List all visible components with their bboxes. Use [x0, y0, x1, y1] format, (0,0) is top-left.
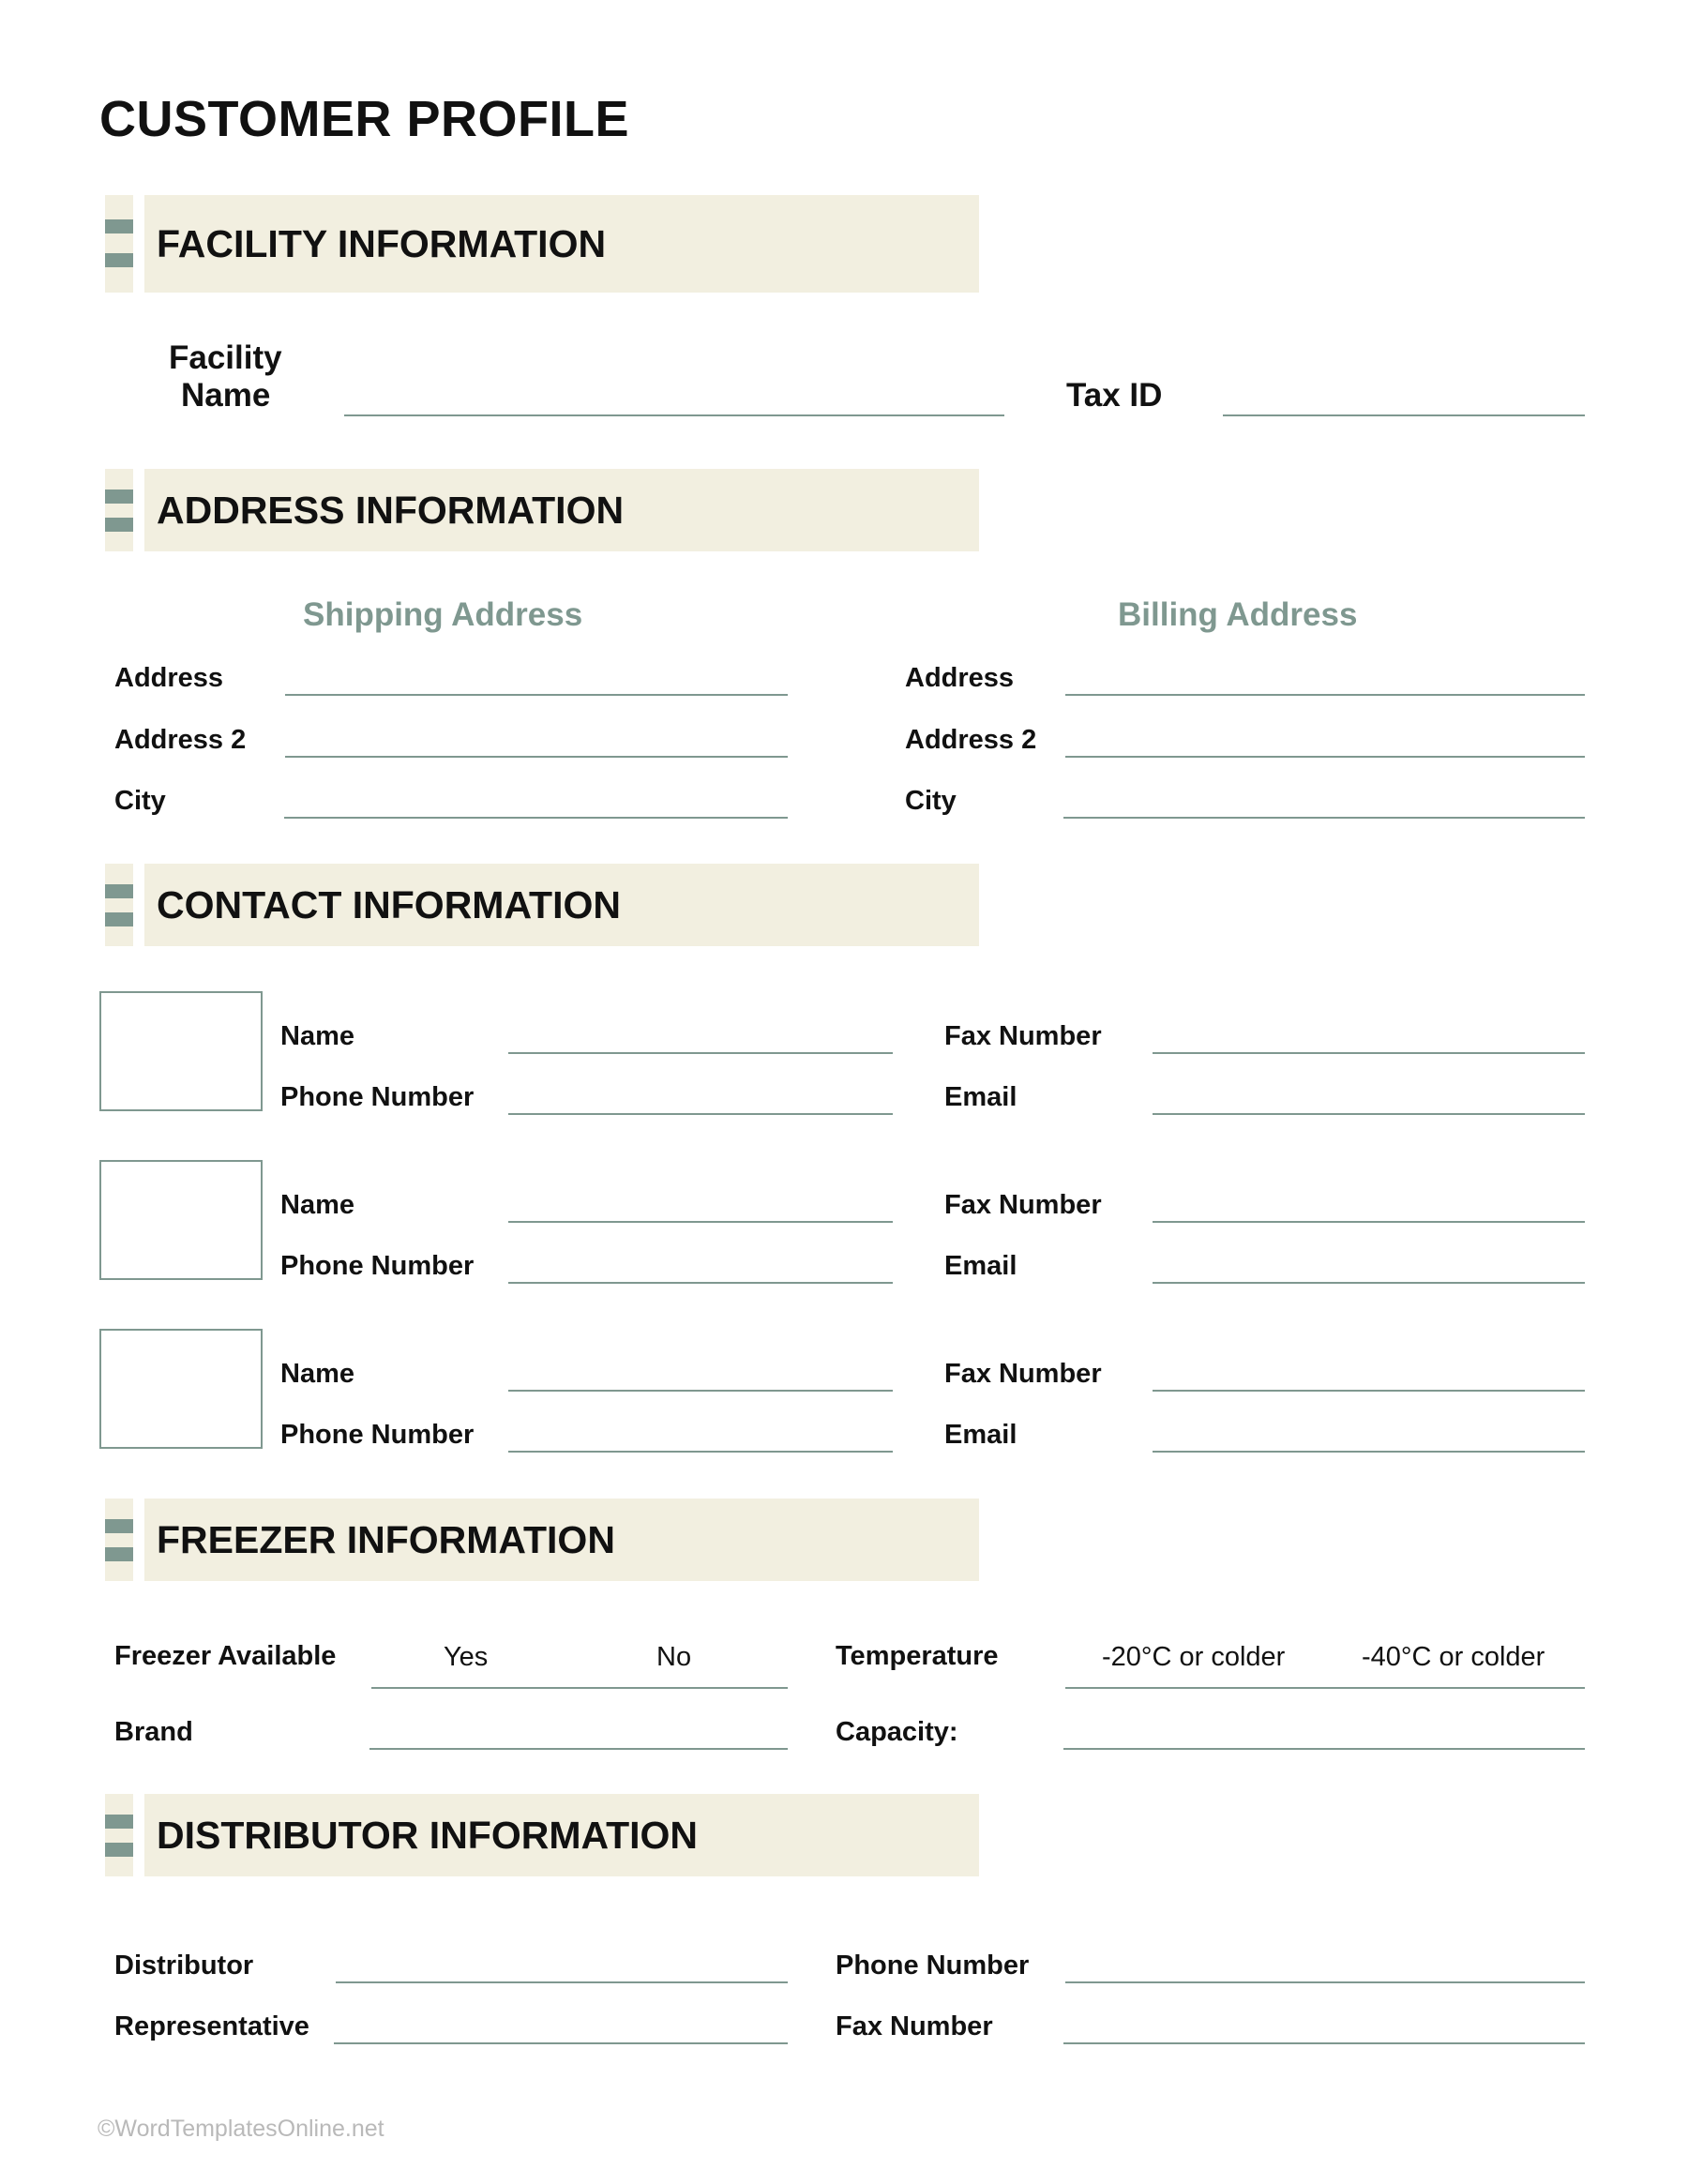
facility-name-label: Facility	[169, 339, 282, 376]
shipping-address-title: Shipping Address	[303, 596, 583, 633]
freezer-no-option[interactable]: No	[656, 1642, 692, 1672]
billing-city-label: City	[905, 786, 957, 816]
temperature-label: Temperature	[836, 1641, 999, 1671]
section-marker-icon	[105, 1499, 133, 1581]
contact-phone-field[interactable]	[508, 1113, 893, 1115]
contact-email-field[interactable]	[1153, 1282, 1585, 1284]
contact-section-header	[105, 864, 979, 946]
brand-label: Brand	[114, 1717, 193, 1747]
contact-email-label: Email	[944, 1420, 1017, 1450]
section-title: CONTACT INFORMATION	[157, 883, 621, 926]
contact-photo-box[interactable]	[99, 1329, 263, 1449]
temp-minus20-option[interactable]: -20°C or colder	[1102, 1642, 1286, 1672]
distributor-label: Distributor	[114, 1951, 254, 1981]
contact-phone-label: Phone Number	[280, 1420, 475, 1450]
temp-minus40-option[interactable]: -40°C or colder	[1362, 1642, 1545, 1672]
shipping-address-label: Address	[114, 663, 224, 693]
shipping-city-label: City	[114, 786, 166, 816]
page-title: CUSTOMER PROFILE	[99, 91, 630, 147]
contact-name-label: Name	[280, 1190, 354, 1220]
billing-city-field[interactable]	[1063, 817, 1585, 819]
section-title: FREEZER INFORMATION	[157, 1518, 615, 1561]
contact-photo-box[interactable]	[99, 1160, 263, 1280]
contact-fax-label: Fax Number	[944, 1190, 1102, 1220]
distributor-phone-field[interactable]	[1065, 1981, 1585, 1983]
section-title: FACILITY INFORMATION	[157, 222, 607, 265]
contact-fax-field[interactable]	[1153, 1052, 1585, 1054]
distributor-field[interactable]	[336, 1981, 788, 1983]
representative-label: Representative	[114, 2011, 309, 2041]
section-marker-icon	[105, 195, 133, 293]
distributor-fax-label: Fax Number	[836, 2011, 993, 2041]
contact-fax-label: Fax Number	[944, 1359, 1102, 1389]
temperature-field[interactable]	[1065, 1687, 1585, 1689]
facility-name-label-2: Name	[181, 377, 271, 414]
freezer-available-label: Freezer Available	[114, 1641, 337, 1671]
section-title: DISTRIBUTOR INFORMATION	[157, 1814, 699, 1857]
copyright-footer: ©WordTemplatesOnline.net	[98, 2116, 384, 2142]
shipping-address-field[interactable]	[285, 694, 788, 696]
contact-email-field[interactable]	[1153, 1451, 1585, 1453]
billing-address-field[interactable]	[1065, 694, 1585, 696]
freezer-section-header	[105, 1499, 979, 1581]
representative-field[interactable]	[334, 2042, 788, 2044]
shipping-city-field[interactable]	[284, 817, 788, 819]
contact-email-label: Email	[944, 1251, 1017, 1281]
billing-address2-label: Address 2	[905, 725, 1037, 755]
contact-fax-field[interactable]	[1153, 1390, 1585, 1392]
billing-address2-field[interactable]	[1065, 756, 1585, 758]
tax-id-field[interactable]	[1223, 414, 1585, 416]
brand-field[interactable]	[369, 1748, 788, 1750]
tax-id-label: Tax ID	[1066, 377, 1163, 414]
section-marker-icon	[105, 864, 133, 946]
contact-phone-label: Phone Number	[280, 1082, 475, 1112]
freezer-available-field[interactable]	[371, 1687, 788, 1689]
contact-photo-box[interactable]	[99, 991, 263, 1111]
contact-name-label: Name	[280, 1359, 354, 1389]
contact-name-field[interactable]	[508, 1390, 893, 1392]
contact-phone-field[interactable]	[508, 1451, 893, 1453]
distributor-section-header	[105, 1794, 979, 1876]
facility-name-field[interactable]	[344, 414, 1004, 416]
shipping-address2-field[interactable]	[285, 756, 788, 758]
section-title: ADDRESS INFORMATION	[157, 489, 625, 532]
contact-phone-field[interactable]	[508, 1282, 893, 1284]
billing-address-title: Billing Address	[1118, 596, 1358, 633]
contact-fax-label: Fax Number	[944, 1021, 1102, 1051]
section-marker-icon	[105, 469, 133, 551]
freezer-yes-option[interactable]: Yes	[444, 1642, 489, 1672]
contact-email-label: Email	[944, 1082, 1017, 1112]
contact-phone-label: Phone Number	[280, 1251, 475, 1281]
shipping-address2-label: Address 2	[114, 725, 247, 755]
distributor-phone-label: Phone Number	[836, 1951, 1030, 1981]
contact-name-label: Name	[280, 1021, 354, 1051]
contact-name-field[interactable]	[508, 1052, 893, 1054]
billing-address-label: Address	[905, 663, 1015, 693]
facility-section-header	[105, 195, 979, 293]
contact-email-field[interactable]	[1153, 1113, 1585, 1115]
capacity-field[interactable]	[1063, 1748, 1585, 1750]
distributor-fax-field[interactable]	[1063, 2042, 1585, 2044]
address-section-header	[105, 469, 979, 551]
section-marker-icon	[105, 1794, 133, 1876]
contact-fax-field[interactable]	[1153, 1221, 1585, 1223]
capacity-label: Capacity:	[836, 1717, 958, 1747]
contact-name-field[interactable]	[508, 1221, 893, 1223]
